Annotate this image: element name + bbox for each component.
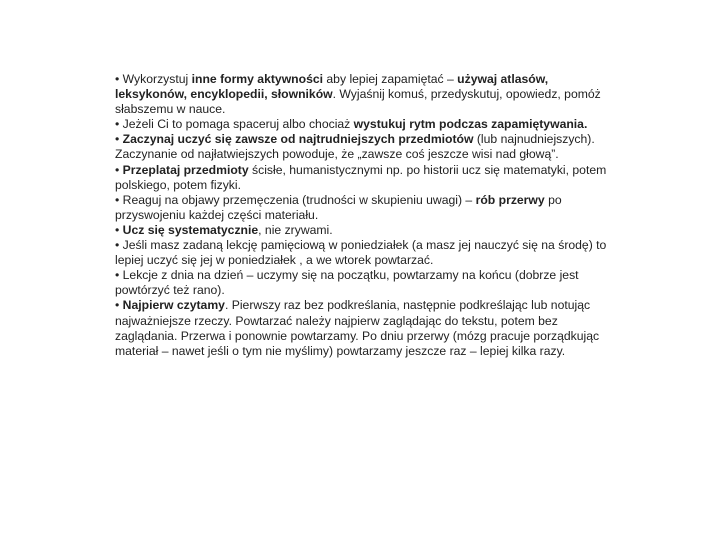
study-tips-text: [115, 72, 615, 359]
paragraph-7: [115, 238, 615, 268]
paragraph-4: [115, 163, 615, 193]
text-segment-bold: Zaczynaj uczyć się zawsze od najtrudniejszych przedmiotów: [122, 132, 474, 147]
text-segment: •: [115, 222, 123, 237]
paragraph-9: [115, 298, 615, 358]
paragraph-8: [115, 268, 615, 298]
text-segment: •: [115, 298, 123, 313]
text-segment: . Pierwszy raz bez podkreślania, następnie podkreślając lub notując najważniejsze rzeczy. Powtarzać należy najpierw zaglądając do tekstu, potem bez zaglądania. Przerwa i ponownie powtarzamy. Po dniu przerwy (mózg pracuje porządkując materiał – nawet jeśli o tym nie myślimy) powtarzamy jeszcze raz – lepiej kilka razy.: [115, 298, 600, 358]
text-segment-bold: używaj atlasów, leksykonów, encyklopedii, słowników: [115, 72, 549, 102]
text-segment: aby lepiej zapamiętać –: [323, 72, 458, 86]
paragraph-6: [115, 223, 615, 238]
text-segment-bold: inne formy aktywności: [191, 72, 324, 86]
text-segment: •: [115, 162, 123, 177]
text-segment-bold: wystukuj rytm podczas zapamiętywania.: [353, 117, 588, 132]
text-segment: • Jeżeli Ci to pomaga spaceruj albo chociaż: [115, 117, 354, 132]
text-segment: ścisłe, humanistycznymi np. po historii ucz się matematyki, potem polskiego, potem fizyki.: [115, 162, 607, 192]
text-segment: po przyswojeniu każdej części materiału.: [115, 192, 562, 222]
text-segment-bold: Najpierw czytamy: [122, 298, 225, 313]
paragraph-3: [115, 132, 615, 162]
text-segment-bold: Ucz się systematycznie: [122, 222, 259, 237]
paragraph-2: [115, 117, 615, 132]
text-segment: , nie zrywami.: [258, 222, 333, 237]
text-segment-bold: Przeplataj przedmioty: [122, 162, 249, 177]
text-segment: • Lekcje z dnia na dzień – uczymy się na początku, powtarzamy na końcu (dobrze jest powtórzyć też rano).: [115, 268, 579, 298]
text-segment-bold: rób przerwy: [475, 192, 545, 207]
text-segment: • Wykorzystuj: [115, 72, 192, 86]
text-segment: . Wyjaśnij komuś, przedyskutuj, opowiedz, pomóż słabszemu w nauce.: [115, 87, 601, 117]
paragraph-5: [115, 193, 615, 223]
text-segment: • Jeśli masz zadaną lekcję pamięciową w poniedziałek (a masz jej nauczyć się na środę) to lepiej uczyć się jej w poniedziałek , a we wtorek powtarzać.: [115, 238, 607, 268]
text-segment: (lub najnudniejszych). Zaczynanie od najłatwiejszych powoduje, że „zawsze coś jeszcze wisi nad głową”.: [115, 132, 595, 162]
paragraph-1: [115, 72, 615, 117]
text-segment: • Reaguj na objawy przemęczenia (trudności w skupieniu uwagi) –: [115, 192, 476, 207]
text-segment: •: [115, 132, 123, 147]
